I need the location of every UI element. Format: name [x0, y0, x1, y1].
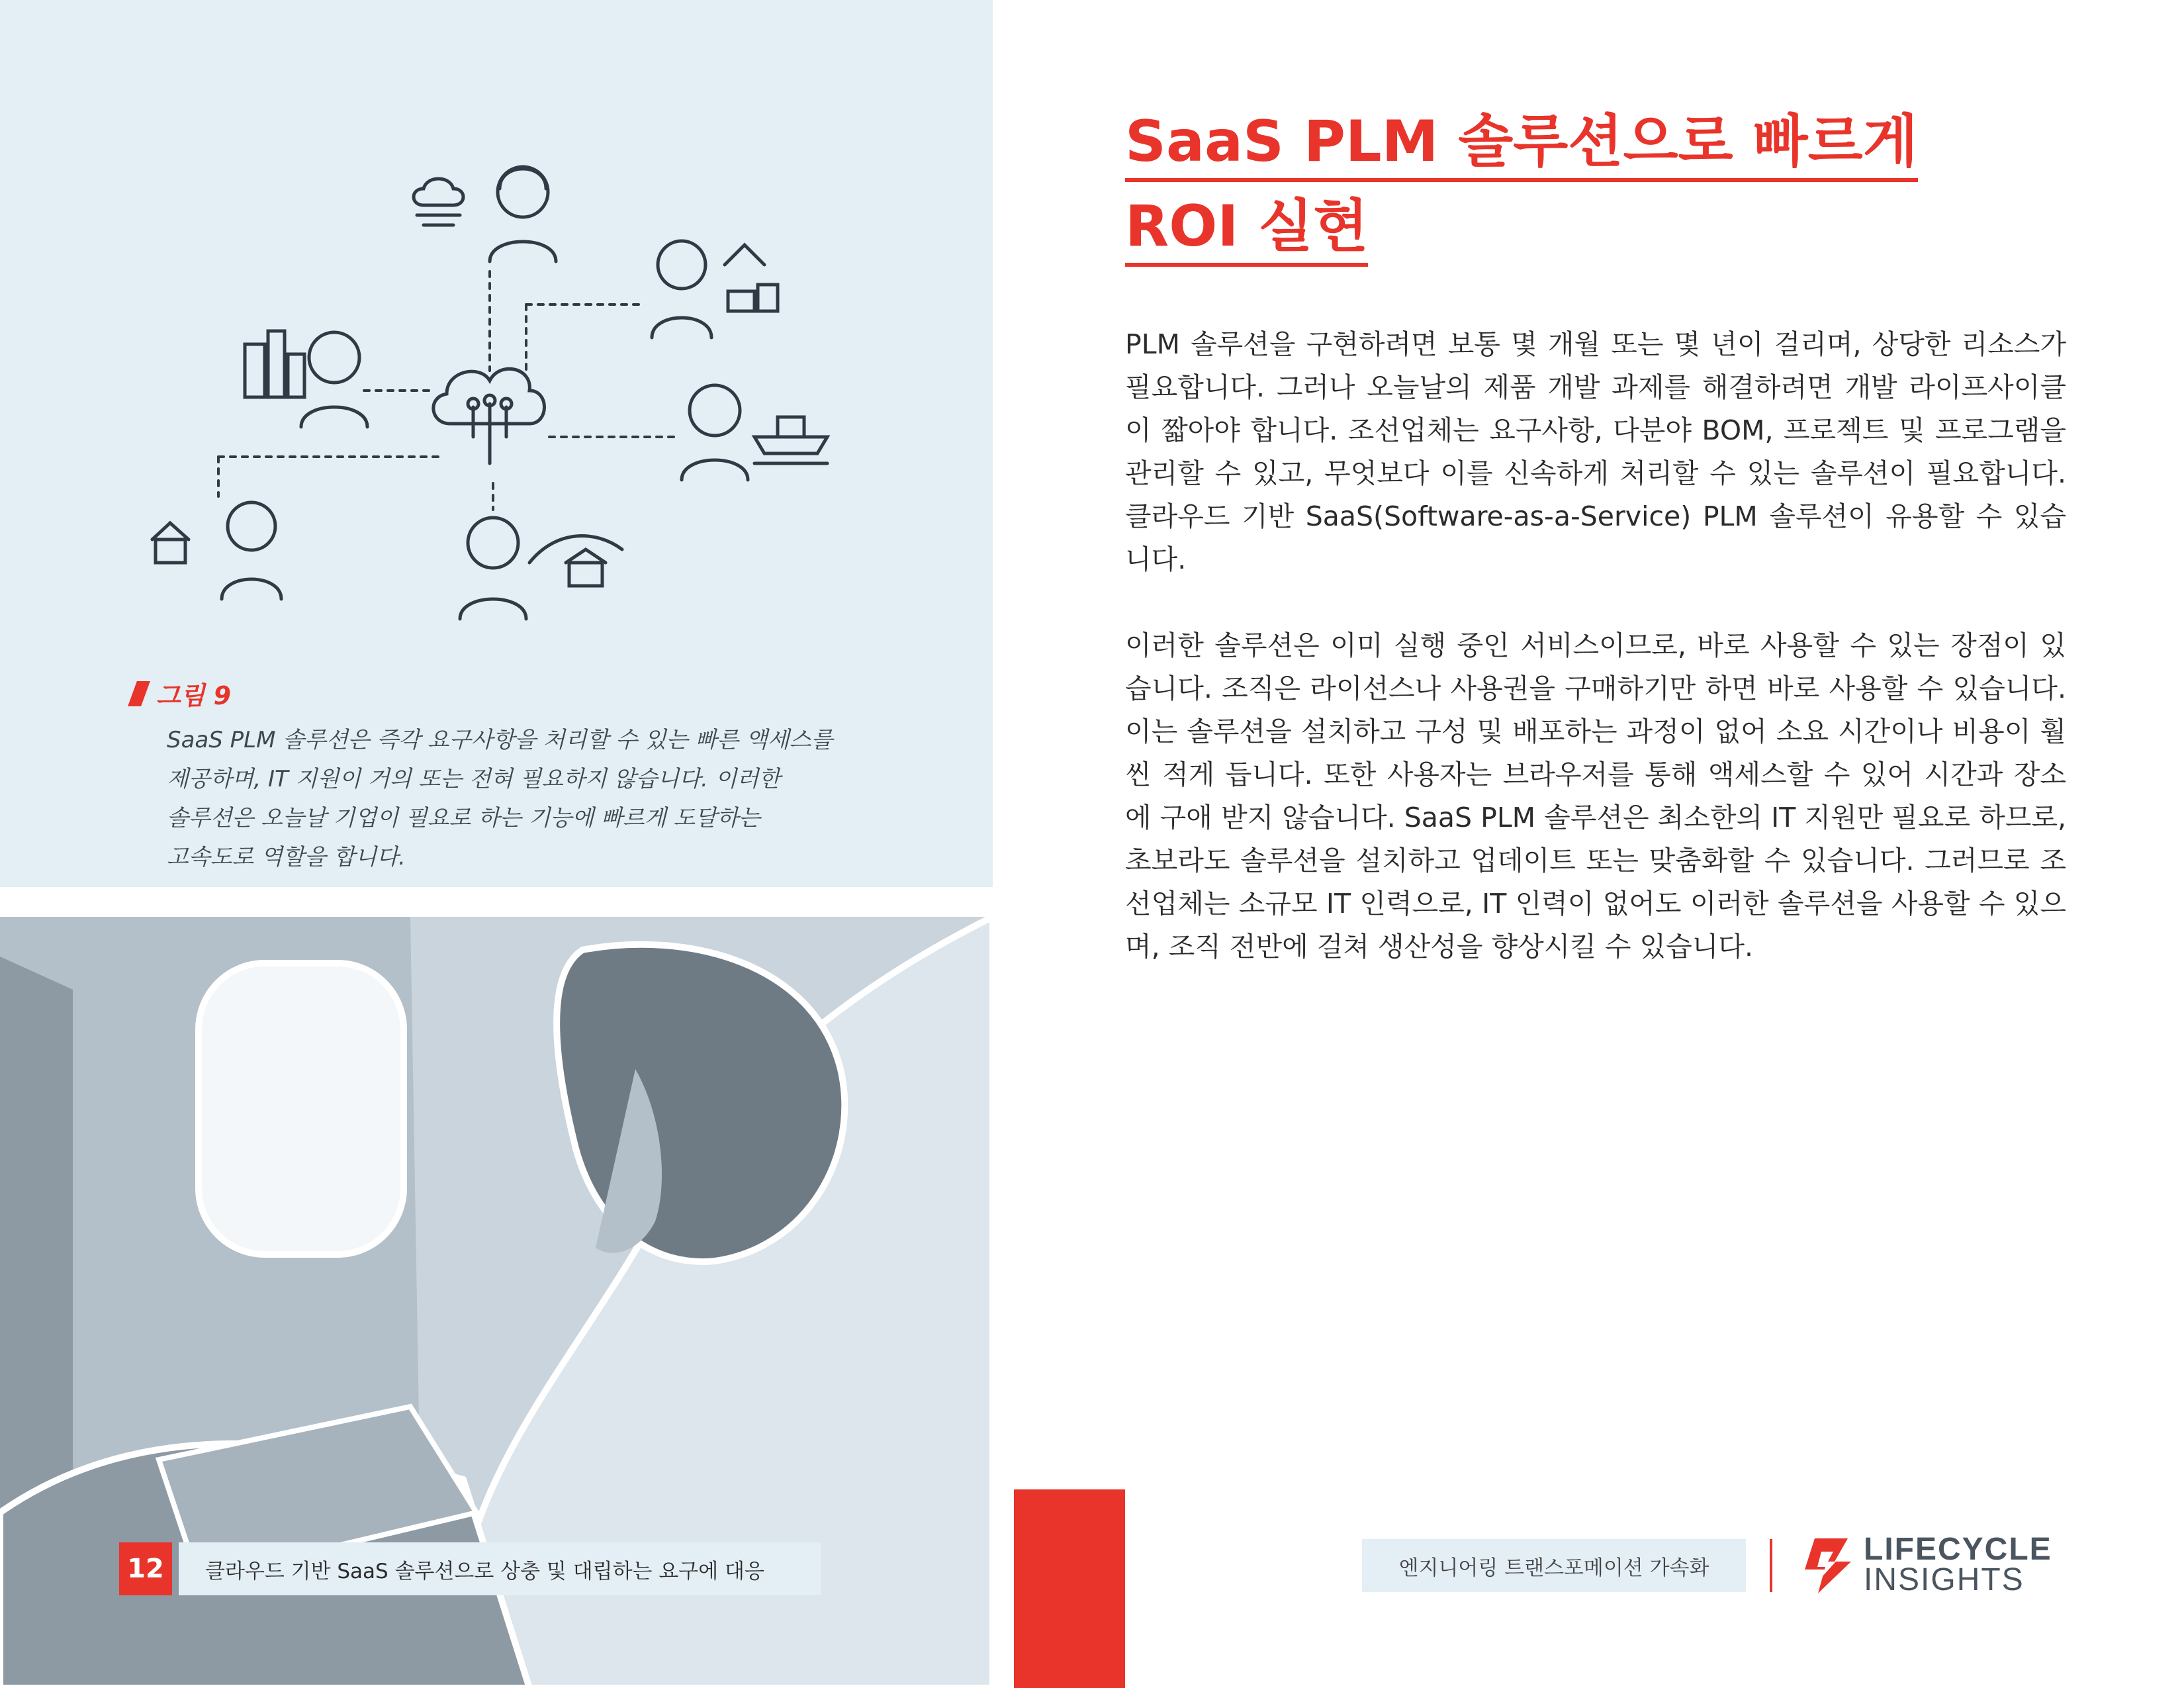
- label-slash-icon: [128, 681, 150, 706]
- person-icon: [301, 332, 367, 427]
- logo-line-1: LIFECYCLE: [1864, 1532, 2052, 1567]
- body-text: [1125, 323, 2066, 1011]
- caption-line: 제공하며, IT 지원이 거의 또는 전혀 필요하지 않습니다. 이러한: [167, 766, 781, 792]
- city-icon: [245, 331, 304, 397]
- figure-caption: [132, 675, 913, 877]
- title-line-1: SaaS PLM 솔루션으로 빠르게: [1125, 105, 1918, 182]
- lifecycle-insights-logo: [1795, 1534, 2052, 1595]
- body-paragraph-1: PLM 솔루션을 구현하려면 보통 몇 개월 또는 몇 년이 걸리며, 상당한 리소스가 필요합니다. 그러나 오늘날의 제품 개발 과제를 해결하려면 개발 라이프사이클이 짧아야 합니다. 조선업체는 요구사항, 다분야 BOM, 프로젝트 및 프로그램을 관리할 수 있고, 무엇보다 이를 신속하게 처리할 수 있는 솔루션이 필요합니다. 클라우드 기반 SaaS(Software-as-a-Service) PLM 솔루션이 유용할 수 있습니다.: [1125, 328, 2066, 575]
- ship-icon: [754, 417, 827, 463]
- person-icon: [682, 385, 748, 480]
- figure-label: [132, 675, 913, 712]
- cloud-weather-icon: [414, 179, 463, 225]
- logo-mark-icon: [1795, 1535, 1854, 1595]
- cloud-icon: [433, 369, 545, 463]
- caption-line: 솔루션은 오늘날 기업이 필요로 하는 기능에 빠르게 도달하는: [167, 805, 760, 831]
- figure-caption-text: [167, 721, 913, 877]
- person-icon: [460, 518, 526, 619]
- caption-line: 고속도로 역할을 합니다.: [167, 844, 406, 870]
- house-landscape-icon: [529, 536, 622, 586]
- farm-icon: [152, 523, 189, 563]
- figure-panel: [0, 0, 993, 887]
- person-icon: [652, 241, 711, 338]
- accent-bar: [1014, 1489, 1125, 1688]
- body-paragraph-2: 이러한 솔루션은 이미 실행 중인 서비스이므로, 바로 사용할 수 있는 장점이 있습니다. 조직은 라이선스나 사용권을 구매하기만 하면 바로 사용할 수 있습니다. 이는 솔루션을 설치하고 구성 및 배포하는 과정이 없어 소요 시간이나 비용이 훨씬 적게 듭니다. 또한 사용자는 브라우저를 통해 액세스할 수 있어 시간과 장소에 구애 받지 않습니다. SaaS PLM 솔루션은 최소한의 IT 지원만 필요로 하므로, 초보라도 솔루션을 설치하고 업데이트 또는 맞춤화할 수 있습니다. 그러므로 조선업체는 소규모 IT 인력으로, IT 인력이 없어도 이러한 솔루션을 사용할 수 있으며, 조직 전반에 걸쳐 생산성을 향상시킬 수 있습니다.: [1125, 630, 2066, 962]
- page-title: [1125, 99, 2105, 269]
- village-icon: [725, 245, 778, 311]
- page-number-badge: 12: [119, 1542, 172, 1595]
- title-line-2: ROI 실현: [1125, 190, 1368, 267]
- footer-divider: [1770, 1539, 1772, 1592]
- footer-document-title: 엔지니어링 트랜스포메이션 가속화: [1362, 1539, 1746, 1592]
- caption-line: SaaS PLM 솔루션은 즉각 요구사항을 처리할 수 있는 빠른 액세스를: [167, 727, 833, 753]
- person-icon: [490, 167, 556, 261]
- figure-label-text: 그림 9: [156, 681, 232, 710]
- cloud-network-illustration: [119, 126, 874, 642]
- footer-section-title: 클라우드 기반 SaaS 솔루션으로 상충 및 대립하는 요구에 대응: [179, 1542, 821, 1595]
- person-icon: [222, 502, 281, 599]
- logo-line-2: INSIGHTS: [1864, 1562, 2025, 1597]
